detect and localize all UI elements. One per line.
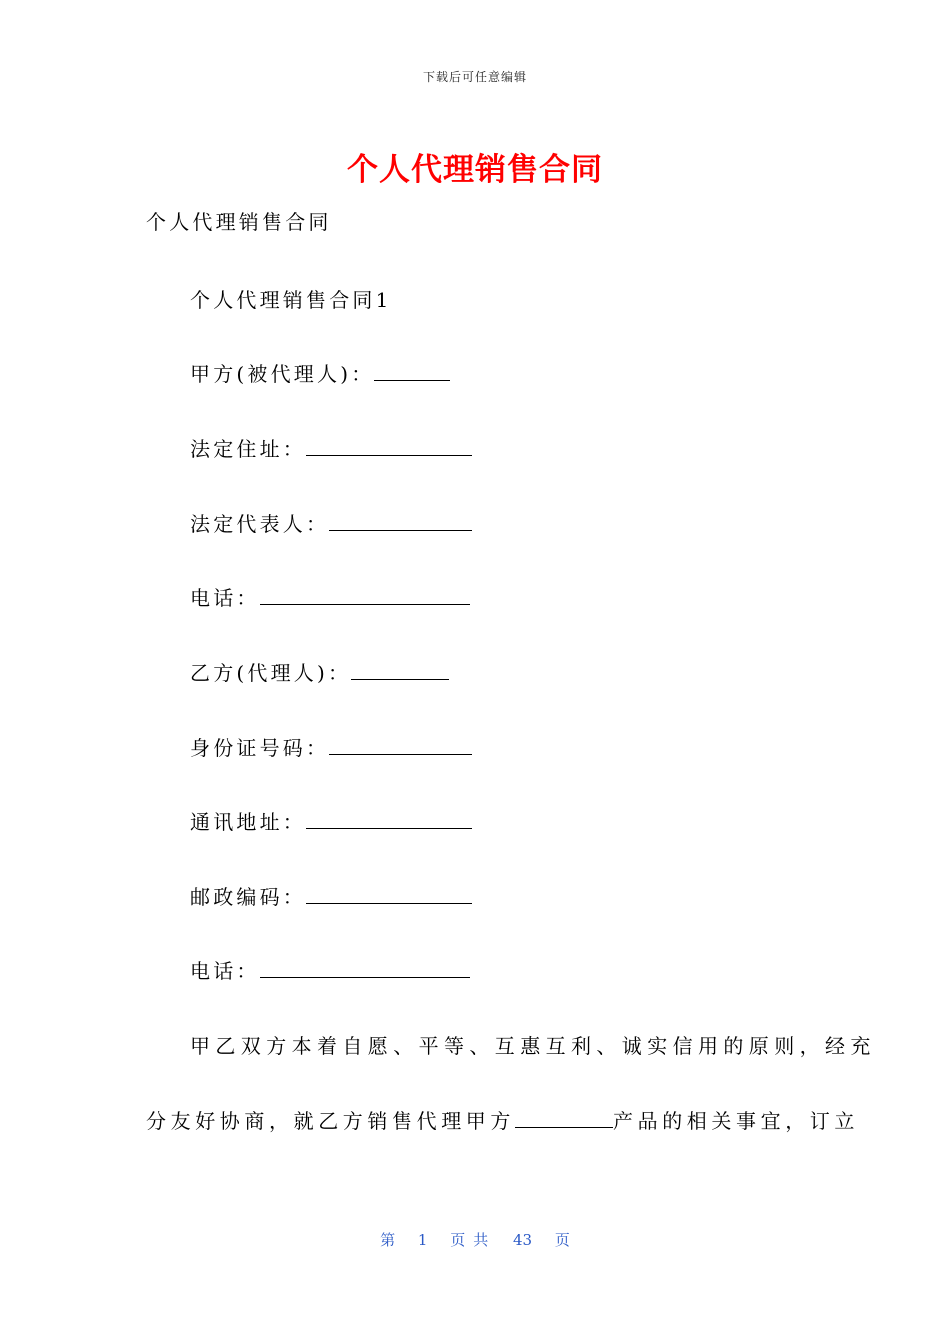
phone-b-field bbox=[190, 955, 470, 984]
mail-address-blank bbox=[306, 810, 472, 829]
party-a-blank bbox=[374, 362, 450, 381]
section-heading: 个人代理销售合同1 bbox=[190, 288, 392, 312]
phone-a-field bbox=[190, 582, 470, 611]
paragraph-line-1: 甲乙双方本着自愿、平等、互惠互利、诚实信用的原则，经充 bbox=[190, 1034, 876, 1058]
legal-rep-field bbox=[190, 508, 472, 537]
legal-rep-blank bbox=[329, 512, 472, 531]
legal-address-label: 法定住址： bbox=[190, 437, 306, 461]
phone-a-blank bbox=[260, 586, 470, 605]
document-title: 个人代理销售合同 bbox=[347, 152, 603, 188]
party-a-label: 甲方(被代理人)： bbox=[190, 362, 375, 386]
footer-total-pages: 43 bbox=[513, 1231, 533, 1249]
party-b-field bbox=[190, 657, 449, 686]
legal-address-field bbox=[190, 433, 472, 462]
legal-rep-label: 法定代表人： bbox=[190, 512, 330, 536]
phone-b-blank bbox=[260, 959, 470, 978]
party-b-blank bbox=[351, 661, 449, 680]
party-b-label: 乙方(代理人)： bbox=[190, 661, 352, 685]
mail-address-label: 通讯地址： bbox=[190, 810, 306, 834]
id-number-blank bbox=[329, 736, 472, 755]
footer-middle: 页共 bbox=[450, 1231, 497, 1249]
postal-code-blank bbox=[306, 885, 472, 904]
document-subtitle: 个人代理销售合同 bbox=[146, 210, 332, 234]
phone-a-label: 电话： bbox=[190, 586, 260, 610]
postal-code-label: 邮政编码： bbox=[190, 885, 306, 909]
product-blank bbox=[515, 1109, 613, 1128]
paragraph-line-2 bbox=[146, 1105, 859, 1134]
footer-suffix: 页 bbox=[554, 1231, 570, 1249]
mail-address-field bbox=[190, 806, 472, 835]
footer-page-number: 1 bbox=[417, 1231, 428, 1249]
paragraph-line-2-start: 分友好协商，就乙方销售代理甲方 bbox=[146, 1109, 515, 1133]
page-footer bbox=[0, 1229, 950, 1250]
id-number-label: 身份证号码： bbox=[190, 736, 330, 760]
postal-code-field bbox=[190, 881, 472, 910]
phone-b-label: 电话： bbox=[190, 959, 260, 983]
header-note: 下载后可任意编辑 bbox=[422, 70, 527, 84]
party-a-field bbox=[190, 358, 450, 387]
footer-prefix: 第 bbox=[380, 1231, 396, 1249]
id-number-field bbox=[190, 732, 472, 761]
legal-address-blank bbox=[306, 437, 472, 456]
paragraph-line-2-end: 产品的相关事宜，订立 bbox=[613, 1109, 859, 1133]
